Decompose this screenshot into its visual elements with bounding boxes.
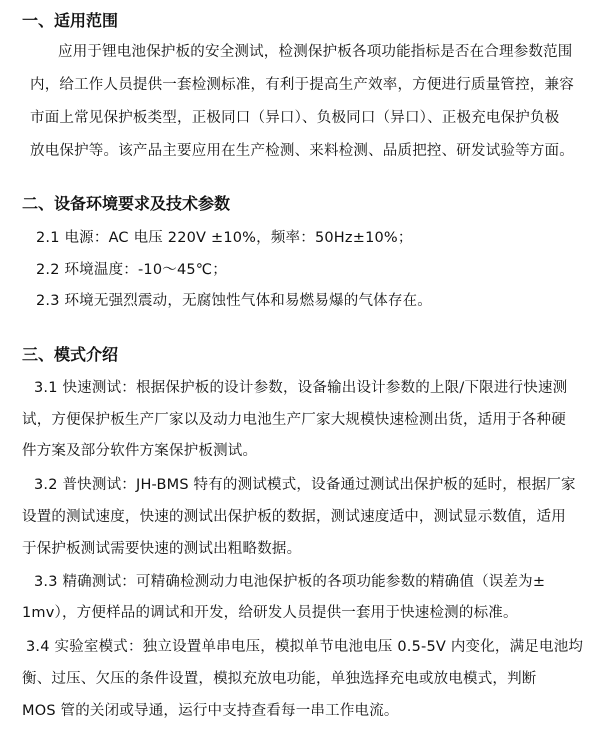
section-3-line-8: 1mv），方便样品的调试和开发，给研发人员提供一套用于快速检测的标准。 [22,605,518,621]
section-2-item-2-2: 2.2 环境温度：-10～45℃； [36,262,227,278]
section-3-line-4: 3.2 普快测试：JH-BMS 特有的测试模式，设备通过测试出保护板的延时，根据厂家 [34,477,576,493]
section-3-line-10: 衡、过压、欠压的条件设置，模拟充放电功能，单独选择充电或放电模式，判断 [22,671,537,687]
section-1-line-2: 内，给工作人员提供一套检测标准，有利于提高生产效率，方便进行质量管控，兼容 [30,77,574,93]
section-2-item-2-1: 2.1 电源：AC 电压 220V ±10%，频率：50Hz±10%； [36,230,413,246]
section-3-line-6: 于保护板测试需要快速的测试出粗略数据。 [22,541,302,557]
section-3-line-11: MOS 管的关闭或导通，运行中支持查看每一串工作电流。 [22,703,399,719]
section-2-heading: 二、设备环境要求及技术参数 [22,194,231,213]
section-3-line-1: 3.1 快速测试：根据保护板的设计参数，设备输出设计参数的上限/下限进行快速测 [34,380,568,396]
section-3-line-5: 设置的测试速度，快速的测试出保护板的数据，测试速度适中，测试显示数值，适用 [22,509,566,525]
section-3-heading: 三、模式介绍 [22,345,119,364]
section-1-line-4: 放电保护等。该产品主要应用在生产检测、来料检测、品质把控、研发试验等方面。 [30,143,574,159]
section-3-line-2: 试，方便保护板生产厂家以及动力电池生产厂家大规模快速检测出货，适用于各种硬 [22,412,566,428]
section-1-line-1: 应用于锂电池保护板的安全测试，检测保护板各项功能指标是否在合理参数范围 [58,44,573,60]
section-3-line-9: 3.4 实验室模式：独立设置单串电压，模拟单节电池电压 0.5-5V 内变化，满足电池均 [26,639,584,655]
section-1-heading: 一、适用范围 [22,11,119,30]
section-3-line-7: 3.3 精确测试：可精确检测动力电池保护板的各项功能参数的精确值（误差为± [34,574,546,590]
section-2-item-2-3: 2.3 环境无强烈震动，无腐蚀性气体和易燃易爆的气体存在。 [36,293,432,309]
section-1-line-3: 市面上常见保护板类型，正极同口（异口）、负极同口（异口）、正极充电保护负极 [30,110,560,126]
section-3-line-3: 件方案及部分软件方案保护板测试。 [22,443,258,459]
